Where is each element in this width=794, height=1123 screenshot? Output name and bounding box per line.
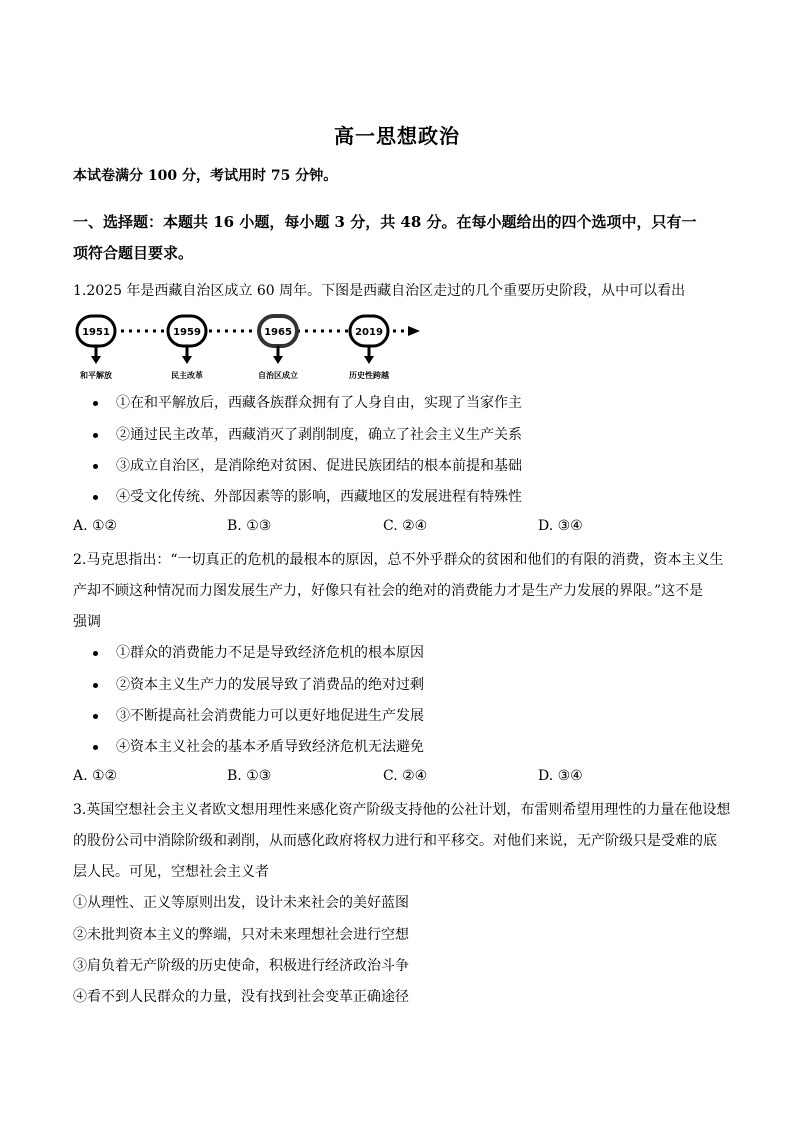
q3-item-3: ③肩负着无产阶级的历史使命，积极进行经济政治斗争: [73, 958, 409, 974]
q2-option-b[interactable]: B. ①③: [227, 768, 272, 784]
timeline-label: 历史性跨越: [349, 371, 389, 380]
q2-stem-line2: 产却不顾这种情况而力图发展生产力，好像只有社会的绝对的消费能力才是生产力发展的界限。”这不是: [73, 583, 704, 599]
item-text: ④受文化传统、外部因素等的影响，西藏地区的发展进程有特殊性: [116, 489, 522, 505]
q2-option-c[interactable]: C. ②④: [383, 768, 428, 784]
q2-stem-line1: 2.马克思指出：“一切真正的危机的最根本的原因，总不外乎群众的贫困和他们的有限的消费，资本主义生: [73, 552, 724, 568]
item-text: ③不断提高社会消费能力可以更好地促进生产发展: [116, 708, 424, 724]
q2-item-2: [93, 674, 424, 694]
q1-option-b[interactable]: B. ①③: [227, 518, 272, 534]
q1-stem: 1.2025 年是西藏自治区成立 60 周年。下图是西藏自治区走过的几个重要历史阶段，从中可以看出: [73, 283, 686, 299]
timeline-label: 民主改革: [171, 371, 203, 380]
q3-item-4: ④看不到人民群众的力量，没有找到社会变革正确途径: [73, 989, 409, 1005]
q2-item-3: [93, 705, 424, 725]
q3-stem-line1: 3.英国空想社会主义者欧文想用理性来感化资产阶级支持他的公社计划，布雷则希望用理性的力量在他设想: [73, 802, 731, 818]
timeline-node-1965: [258, 316, 298, 380]
timeline-node-1959: [168, 316, 206, 380]
q3-item-1: ①从理性、正义等原则出发，设计未来社会的美好蓝图: [73, 895, 409, 911]
timeline-year: 1965: [264, 327, 292, 338]
page-title: 高一思想政治: [334, 124, 460, 148]
timeline-arrow-icon: [408, 326, 420, 336]
timeline-year: 1951: [82, 327, 110, 338]
exam-intro: 本试卷满分 100 分，考试用时 75 分钟。: [73, 168, 338, 184]
item-text: ①在和平解放后，西藏各族群众拥有了人身自由，实现了当家作主: [116, 395, 522, 411]
timeline-node-1951: [77, 316, 115, 380]
q1-option-c[interactable]: C. ②④: [383, 518, 428, 534]
item-text: ③成立自治区，是消除绝对贫困、促进民族团结的根本前提和基础: [116, 458, 522, 474]
q1-timeline-figure: [73, 310, 433, 382]
q1-option-a[interactable]: A. ①②: [73, 518, 118, 534]
q2-option-a[interactable]: A. ①②: [73, 768, 118, 784]
item-text: ②通过民主改革，西藏消灭了剥削制度，确立了社会主义生产关系: [116, 427, 522, 443]
item-text: ②资本主义生产力的发展导致了消费品的绝对过剩: [116, 677, 424, 693]
q1-item-1: [93, 392, 522, 412]
q2-item-4: [93, 736, 424, 756]
q2-stem-line3: 强调: [73, 614, 101, 630]
timeline-node-2019: [348, 316, 389, 380]
section-heading-line2: 项符合题目要求。: [73, 244, 194, 262]
timeline-year: 1959: [173, 327, 201, 338]
q2-option-d[interactable]: D. ③④: [538, 768, 583, 784]
timeline-label: 自治区成立: [258, 371, 298, 380]
timeline-year: 2019: [355, 327, 383, 338]
q1-item-4: [93, 486, 522, 506]
item-text: ④资本主义社会的基本矛盾导致经济危机无法避免: [116, 739, 424, 755]
q3-item-2: ②未批判资本主义的弊端，只对未来理想社会进行空想: [73, 927, 409, 943]
section-heading-line1: 一、选择题：本题共 16 小题，每小题 3 分，共 48 分。在每小题给出的四个选项中，只有一: [73, 213, 697, 231]
q3-stem-line2: 的股份公司中消除阶级和剥削，从而感化政府将权力进行和平移交。对他们来说，无产阶级只是受难的底: [73, 833, 717, 849]
timeline-label: 和平解放: [80, 371, 112, 380]
q1-item-2: [93, 424, 522, 444]
q2-item-1: [93, 642, 424, 662]
q1-item-3: [93, 455, 522, 475]
item-text: ①群众的消费能力不足是导致经济危机的根本原因: [116, 645, 424, 661]
q1-option-d[interactable]: D. ③④: [538, 518, 583, 534]
q3-stem-line3: 层人民。可见，空想社会主义者: [73, 864, 269, 880]
